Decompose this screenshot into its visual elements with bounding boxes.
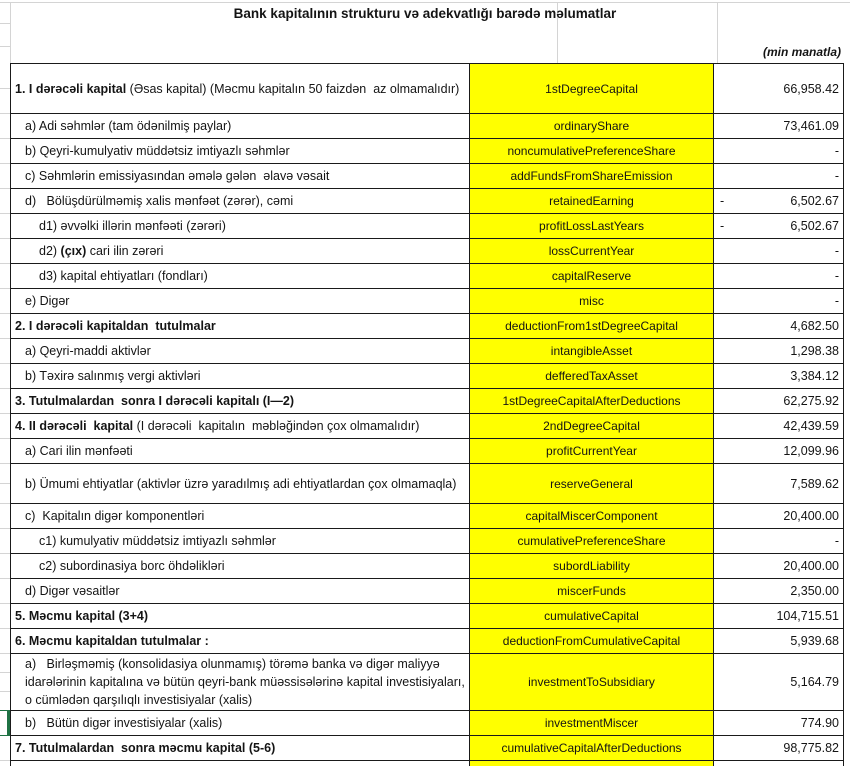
sheet-gridline xyxy=(0,23,10,24)
table-row xyxy=(11,414,843,439)
row-label-rest: (I dərəcəli kapitalın məbləğindən çox olmamalıdır) xyxy=(133,419,420,433)
value-cell[interactable] xyxy=(714,604,843,628)
code-label: cumulativeCapitalAfterDeductions xyxy=(501,741,682,755)
unit-note[interactable]: (min manatla) xyxy=(762,45,841,59)
value-cell[interactable] xyxy=(714,114,843,138)
row-label: a) Cari ilin mənfəəti xyxy=(25,444,133,458)
label-cell[interactable] xyxy=(11,761,470,766)
code-cell[interactable] xyxy=(470,711,714,735)
label-cell[interactable] xyxy=(11,164,470,188)
row-label: b) Bütün digər investisiyalar (xalis) xyxy=(25,716,223,730)
table-row xyxy=(11,711,843,736)
sheet-gridline xyxy=(0,672,10,673)
row-label: d1) əvvəlki illərin mənfəəti (zərəri) xyxy=(39,219,226,233)
code-cell[interactable] xyxy=(470,114,714,138)
code-label: addFundsFromShareEmission xyxy=(510,169,673,183)
sheet-gridline xyxy=(0,88,10,89)
code-cell[interactable] xyxy=(470,654,714,710)
value-cell[interactable] xyxy=(714,239,843,263)
label-cell[interactable] xyxy=(11,289,470,313)
row-label-bold: 2. I dərəcəli kapitaldan tutulmalar xyxy=(15,319,216,333)
code-cell[interactable] xyxy=(470,214,714,238)
code-cell[interactable] xyxy=(470,464,714,503)
value-text: 5,939.68 xyxy=(790,634,839,648)
label-cell[interactable] xyxy=(11,529,470,553)
value-text: 73,461.09 xyxy=(783,119,839,133)
value-text: 20,400.00 xyxy=(783,559,839,573)
label-cell[interactable] xyxy=(11,389,470,413)
code-label: reserveGeneral xyxy=(550,476,633,491)
row-label-rest: (Əsas kapital) (Məcmu kapitalın 50 faizdən az olmamalıdır) xyxy=(126,81,460,96)
value-cell[interactable] xyxy=(714,189,843,213)
value-cell[interactable] xyxy=(714,214,843,238)
value-cell[interactable] xyxy=(714,139,843,163)
table-row xyxy=(11,114,843,139)
table-row xyxy=(11,64,843,114)
row-label: c) Kapitalın digər komponentləri xyxy=(25,509,205,523)
value-text: - xyxy=(834,269,839,283)
value-cell[interactable] xyxy=(714,414,843,438)
minus-sign: - xyxy=(720,219,725,233)
code-cell[interactable] xyxy=(470,629,714,653)
label-cell[interactable] xyxy=(11,654,470,710)
value-text: 98,775.82 xyxy=(783,741,839,755)
value-cell[interactable] xyxy=(714,654,843,710)
value-text: 12,099.96 xyxy=(783,444,839,458)
value-text: 7,589.62 xyxy=(790,476,839,491)
label-cell[interactable] xyxy=(11,114,470,138)
code-label: profitCurrentYear xyxy=(546,444,637,458)
code-label: cumulativePreferenceShare xyxy=(517,534,666,548)
value-cell[interactable] xyxy=(714,504,843,528)
row-label: a) Adi səhmlər (tam ödənilmiş paylar) xyxy=(25,119,232,133)
value-cell[interactable] xyxy=(714,289,843,313)
table-row xyxy=(11,464,843,504)
code-cell[interactable] xyxy=(470,264,714,288)
sheet-gridline xyxy=(0,483,10,484)
code-label: miscerFunds xyxy=(557,584,626,598)
table-row xyxy=(11,214,843,239)
label-cell[interactable] xyxy=(11,711,470,735)
code-label: capitalMiscerComponent xyxy=(525,509,658,523)
code-label: retainedEarning xyxy=(549,194,634,208)
table-row xyxy=(11,339,843,364)
code-label: misc xyxy=(579,294,604,308)
code-cell[interactable] xyxy=(470,504,714,528)
code-label: defferedTaxAsset xyxy=(545,369,638,383)
row-label: b) Ümumi ehtiyatlar (aktivlər üzrə yaradılmış adi ehtiyatlardan çox olmamaqla) xyxy=(25,476,457,491)
code-cell[interactable] xyxy=(470,289,714,313)
code-label: ordinaryShare xyxy=(553,119,630,133)
label-cell[interactable] xyxy=(11,139,470,163)
label-cell[interactable] xyxy=(11,239,470,263)
table-row xyxy=(11,604,843,629)
label-cell[interactable] xyxy=(11,189,470,213)
code-label: profitLossLastYears xyxy=(539,219,644,233)
row-label: d) Bölüşdürülməmiş xalis mənfəət (zərər), cəmi xyxy=(25,194,294,208)
code-label: capitalReserve xyxy=(551,269,632,283)
row-label: e) Digər xyxy=(25,294,70,308)
code-cell[interactable] xyxy=(470,239,714,263)
row-label: b) Təxirə salınmış vergi aktivləri xyxy=(25,369,201,383)
table-row xyxy=(11,314,843,339)
value-text: 62,275.92 xyxy=(783,394,839,408)
code-cell[interactable] xyxy=(470,554,714,578)
code-label: lossCurrentYear xyxy=(548,244,635,258)
value-text: 3,384.12 xyxy=(790,369,839,383)
table-row xyxy=(11,629,843,654)
value-cell[interactable] xyxy=(714,389,843,413)
value-text: 5,164.79 xyxy=(790,675,839,689)
row-label-bold: 6. Məcmu kapitaldan tutulmalar : xyxy=(15,634,209,648)
label-cell[interactable] xyxy=(11,629,470,653)
code-label: cumulativeCapital xyxy=(544,609,639,623)
row-label-bold: 7. Tutulmalardan sonra məcmu kapital (5-6) xyxy=(15,741,276,755)
value-cell[interactable] xyxy=(714,314,843,338)
code-label: deductionFromCumulativeCapital xyxy=(502,634,681,648)
row-label-bold: 1. I dərəcəli kapital xyxy=(15,81,127,96)
value-text: 2,350.00 xyxy=(790,584,839,598)
value-cell[interactable] xyxy=(714,579,843,603)
table-row xyxy=(11,389,843,414)
sheet-gridline xyxy=(0,691,10,692)
table-row xyxy=(11,439,843,464)
code-label: intangibleAsset xyxy=(550,344,633,358)
label-cell[interactable] xyxy=(11,439,470,463)
code-label: subordLiability xyxy=(553,559,630,573)
code-label: 1stDegreeCapitalAfterDeductions xyxy=(502,394,681,408)
value-text: - xyxy=(834,169,839,183)
row-label: d3) kapital ehtiyatları (fondları) xyxy=(39,269,208,283)
value-cell[interactable] xyxy=(714,711,843,735)
row-label-bold: 3. Tutulmalardan sonra I dərəcəli kapitalı (I—2) xyxy=(15,394,295,408)
row-label-rest: cari ilin zərəri xyxy=(86,244,164,258)
table-row xyxy=(11,579,843,604)
code-cell[interactable] xyxy=(470,339,714,363)
row-label: d) Digər vəsaitlər xyxy=(25,584,120,598)
table-row xyxy=(11,164,843,189)
label-cell[interactable] xyxy=(11,339,470,363)
label-cell[interactable] xyxy=(11,604,470,628)
table-row xyxy=(11,139,843,164)
code-label: noncumulativePreferenceShare xyxy=(507,144,676,158)
value-cell[interactable] xyxy=(714,164,843,188)
value-cell[interactable] xyxy=(714,736,843,760)
row-label-bold: 4. II dərəcəli kapital xyxy=(15,419,134,433)
code-label: deductionFrom1stDegreeCapital xyxy=(505,319,678,333)
code-cell[interactable] xyxy=(470,439,714,463)
value-text: 20,400.00 xyxy=(783,509,839,523)
value-text: 42,439.59 xyxy=(783,419,839,433)
table-row xyxy=(11,736,843,761)
table-row xyxy=(11,529,843,554)
value-cell[interactable] xyxy=(714,364,843,388)
value-cell[interactable] xyxy=(714,629,843,653)
code-label: 1stDegreeCapital xyxy=(545,81,638,96)
value-cell[interactable] xyxy=(714,464,843,503)
row-label: a) Birləşməmiş (konsolidasiya olunmamış) törəmə banka və digər maliyyə idarələrinin kapitalına və bütün qeyri-bank müəssisələrinə kapital investisiyaları, o cümlədən qarşılıqlı investisiyalar (xalis) xyxy=(25,657,469,707)
capital-structure-table xyxy=(10,63,844,766)
code-label: 2ndDegreeCapital xyxy=(543,419,640,433)
code-cell[interactable] xyxy=(470,529,714,553)
code-cell[interactable] xyxy=(470,164,714,188)
table-row xyxy=(11,289,843,314)
code-cell[interactable] xyxy=(470,64,714,113)
value-cell[interactable] xyxy=(714,339,843,363)
code-cell[interactable] xyxy=(470,736,714,760)
row-label-bold: (çıx) xyxy=(60,244,87,258)
table-row xyxy=(11,554,843,579)
sheet-gridline xyxy=(0,46,10,47)
code-cell[interactable] xyxy=(470,761,714,766)
code-cell[interactable] xyxy=(470,604,714,628)
table-row xyxy=(11,189,843,214)
value-cell[interactable] xyxy=(714,439,843,463)
value-cell[interactable] xyxy=(714,554,843,578)
active-cell-marker xyxy=(7,710,10,736)
value-text: - xyxy=(834,294,839,308)
table-row xyxy=(11,264,843,289)
row-label: c2) subordinasiya borc öhdəlikləri xyxy=(39,559,225,573)
code-cell[interactable] xyxy=(470,389,714,413)
table-row-partial xyxy=(11,761,843,766)
label-cell[interactable] xyxy=(11,579,470,603)
code-cell[interactable] xyxy=(470,364,714,388)
code-cell[interactable] xyxy=(470,314,714,338)
value-text: - xyxy=(834,144,839,158)
row-label: c) Səhmlərin emissiyasından əmələ gələn əlavə vəsait xyxy=(25,169,330,183)
label-cell[interactable] xyxy=(11,364,470,388)
table-row xyxy=(11,239,843,264)
label-cell[interactable] xyxy=(11,414,470,438)
code-cell[interactable] xyxy=(470,414,714,438)
value-text: 6,502.67 xyxy=(790,194,839,208)
page-title[interactable]: Bank kapitalının strukturu və adekvatlığı barədə məlumatlar xyxy=(233,6,617,21)
value-cell[interactable] xyxy=(714,529,843,553)
code-cell[interactable] xyxy=(470,139,714,163)
value-text: - xyxy=(834,244,839,258)
table-row xyxy=(11,364,843,389)
row-label: a) Qeyri-maddi aktivlər xyxy=(25,344,151,358)
row-label: b) Qeyri-kumulyativ müddətsiz imtiyazlı səhmlər xyxy=(25,144,290,158)
row-label-bold: 5. Məcmu kapital (3+4) xyxy=(15,609,149,623)
row-label: c1) kumulyativ müddətsiz imtiyazlı səhmlər xyxy=(39,534,276,548)
label-cell[interactable] xyxy=(11,64,470,113)
value-text: - xyxy=(834,534,839,548)
value-text: 4,682.50 xyxy=(790,319,839,333)
label-cell[interactable] xyxy=(11,464,470,503)
value-cell[interactable] xyxy=(714,761,843,766)
value-text: 774.90 xyxy=(800,716,839,730)
value-text: 1,298.38 xyxy=(790,344,839,358)
table-row xyxy=(11,504,843,529)
code-cell[interactable] xyxy=(470,579,714,603)
code-label: investmentToSubsidiary xyxy=(528,675,655,689)
sheet-gridline xyxy=(0,2,850,3)
code-cell[interactable] xyxy=(470,189,714,213)
label-cell[interactable] xyxy=(11,736,470,760)
label-cell[interactable] xyxy=(11,504,470,528)
label-cell[interactable] xyxy=(11,554,470,578)
table-row xyxy=(11,654,843,711)
label-cell[interactable] xyxy=(11,314,470,338)
row-label: d2) xyxy=(39,244,61,258)
value-text: 104,715.51 xyxy=(776,609,839,623)
value-text: 66,958.42 xyxy=(783,81,839,96)
value-cell[interactable] xyxy=(714,64,843,113)
minus-sign: - xyxy=(720,194,725,208)
label-cell[interactable] xyxy=(11,264,470,288)
value-cell[interactable] xyxy=(714,264,843,288)
value-text: 6,502.67 xyxy=(790,219,839,233)
label-cell[interactable] xyxy=(11,214,470,238)
code-label: investmentMiscer xyxy=(544,716,639,730)
